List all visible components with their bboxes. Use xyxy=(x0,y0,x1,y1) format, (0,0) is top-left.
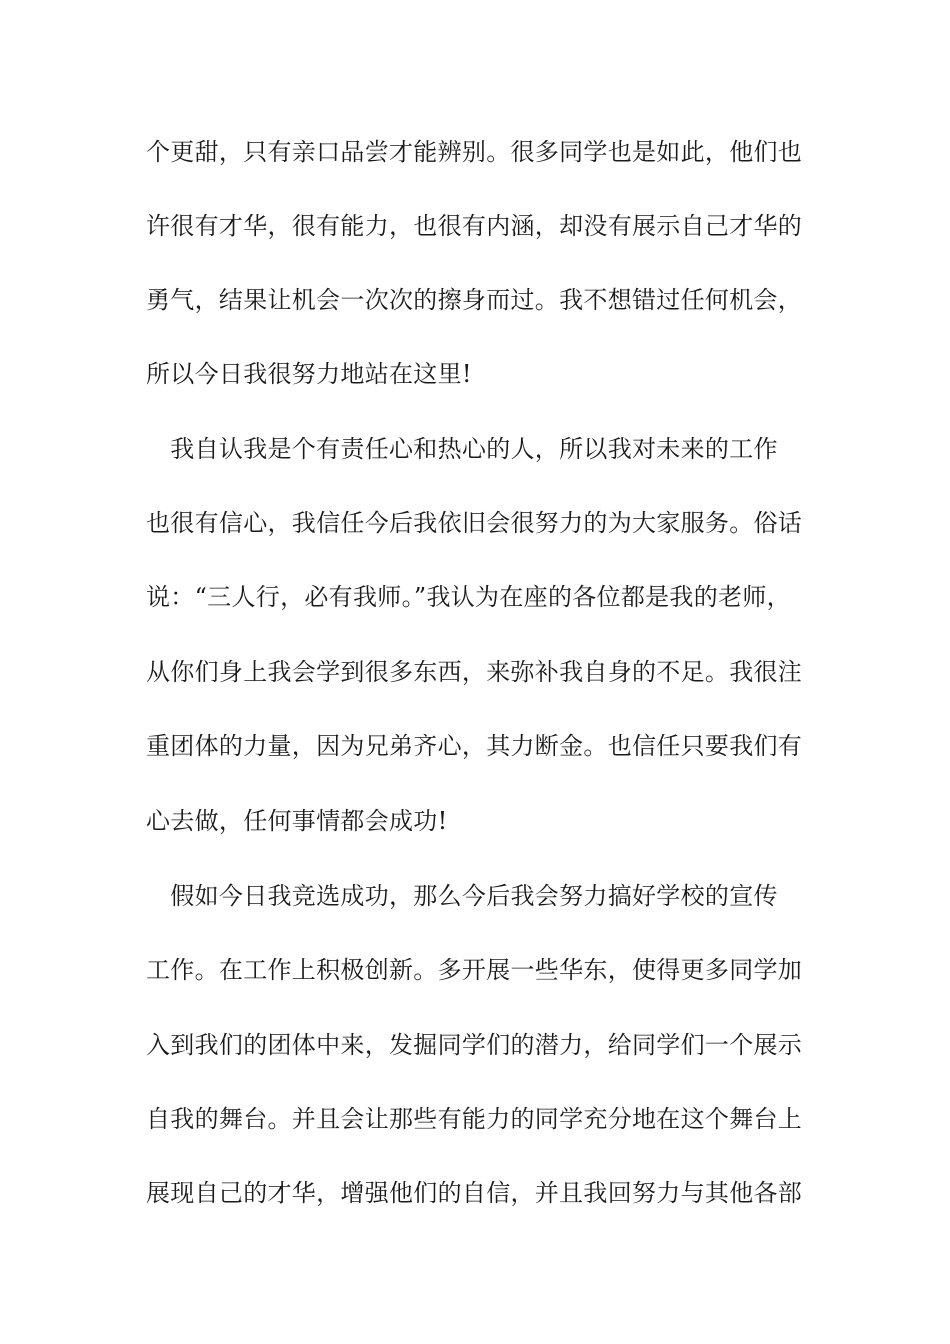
text-line: 展现自己的才华，增强他们的自信，并且我回努力与其他各部 xyxy=(146,1179,803,1207)
text-line: 勇气，结果让机会一次次的擦身而过。我不想错过任何机会， xyxy=(146,286,803,314)
text-line: 自我的舞台。并且会让那些有能力的同学充分地在这个舞台上 xyxy=(146,1105,803,1133)
text-line: 从你们身上我会学到很多东西，来弥补我自身的不足。我很注 xyxy=(146,658,803,686)
text-line: 说：“三人行，必有我师。”我认为在座的各位都是我的老师， xyxy=(146,583,791,611)
text-line: 个更甜，只有亲口品尝才能辨别。很多同学也是如此，他们也 xyxy=(146,138,803,166)
text-line: 假如今日我竞选成功，那么今后我会努力搞好学校的宣传 xyxy=(146,882,778,910)
text-line: 工作。在工作上积极创新。多开展一些华东，使得更多同学加 xyxy=(146,956,803,984)
text-line: 许很有才华，很有能力，也很有内涵，却没有展示自己才华的 xyxy=(146,212,803,240)
text-line: 重团体的力量，因为兄弟齐心，其力断金。也信任只要我们有 xyxy=(146,732,803,760)
text-line: 心去做，任何事情都会成功! xyxy=(146,807,448,835)
text-line: 所以今日我很努力地站在这里! xyxy=(146,360,472,388)
text-line: 也很有信心，我信任今后我依旧会很努力的为大家服务。俗话 xyxy=(146,509,803,537)
text-line: 我自认我是个有责任心和热心的人，所以我对未来的工作 xyxy=(146,435,778,463)
text-line: 入到我们的团体中来，发掘同学们的潜力，给同学们一个展示 xyxy=(146,1031,803,1059)
